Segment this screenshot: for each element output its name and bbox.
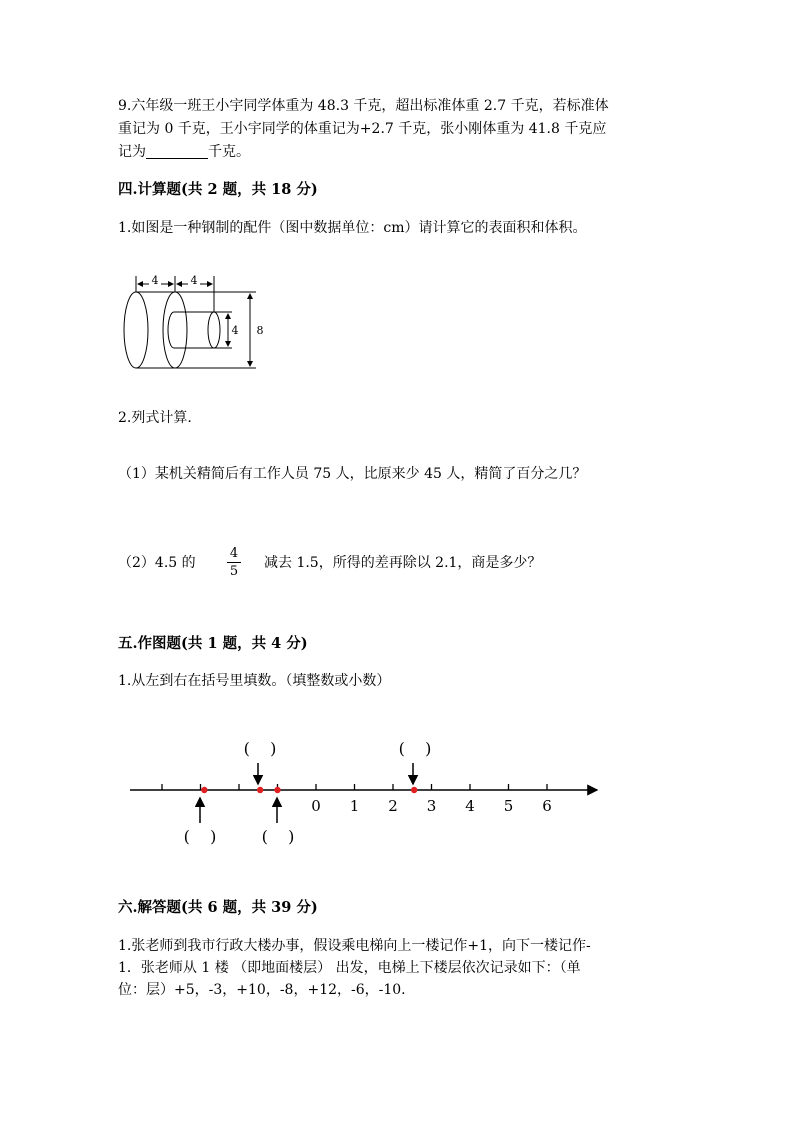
section5-q1: 1.从左到右在括号里填数。（填整数或小数）	[118, 673, 391, 689]
number-line-tick-labels	[311, 797, 552, 815]
marked-point	[257, 787, 263, 793]
tick-label: 0	[311, 797, 321, 815]
q9-line2: 重记为 0 千克，王小宇同学的体重记为+2.7 千克，张小刚体重为 41.8 千克应	[118, 121, 607, 137]
section6-q1-line3: 位：层）+5，-3，+10，-8，+12，-6，-10.	[118, 982, 406, 998]
tick-label: 3	[426, 797, 437, 815]
dim-label-small-length: 4	[190, 274, 198, 287]
dim-label-small-diameter: 4	[231, 324, 239, 337]
section5-heading: 五.作图题(共 1 题，共 4 分)	[118, 635, 308, 652]
section4-q2: 2.列式计算.	[118, 410, 192, 426]
small-cylinder-right-face	[208, 312, 220, 348]
section6-q1-line2: 1．张老师从 1 楼 （即地面楼层） 出发，电梯上下楼层依次记录如下：（单	[118, 960, 581, 976]
marked-point	[201, 787, 207, 793]
big-cylinder-right-face	[163, 292, 187, 368]
tick-label: 1	[349, 797, 360, 815]
answer-bracket-bottom-mid[interactable]: ( )	[261, 827, 295, 846]
q9-line3-pre: 记为	[118, 144, 146, 160]
tick-label: 6	[542, 797, 552, 815]
dim-label-big-diameter: 8	[256, 324, 264, 337]
tick-label: 4	[465, 797, 475, 815]
q9-line3-post: 千克。	[208, 144, 250, 160]
section4-q2-2-pre: （2）4.5 的	[118, 555, 196, 571]
q9-line3	[118, 142, 250, 162]
section4-q1: 1.如图是一种钢制的配件（图中数据单位：cm）请计算它的表面积和体积。	[118, 220, 587, 236]
answer-bracket-top-left[interactable]: ( )	[243, 739, 277, 758]
section4-heading: 四.计算题(共 2 题，共 18 分)	[118, 181, 318, 198]
fraction-denominator: 5	[229, 564, 239, 579]
fraction-numerator: 4	[229, 546, 239, 561]
answer-bracket-top-right[interactable]: ( )	[398, 739, 432, 758]
answer-bracket-bottom-left[interactable]: ( )	[183, 827, 217, 846]
section4-q2-1: （1）某机关精简后有工作人员 75 人，比原来少 45 人，精简了百分之几？	[118, 466, 587, 482]
q9-line1: 9.六年级一班王小宇同学体重为 48.3 千克，超出标准体重 2.7 千克，若标准体	[118, 98, 609, 114]
dim-label-big-length: 4	[151, 274, 159, 287]
number-line-ticks	[162, 784, 547, 790]
number-line	[125, 735, 605, 855]
section4-q2-2-post: 减去 1.5，所得的差再除以 2.1，商是多少？	[264, 555, 542, 571]
section6-heading: 六.解答题(共 6 题，共 39 分)	[118, 899, 318, 916]
section6-q1-line1: 1.张老师到我市行政大楼办事，假设乘电梯向上一楼记作+1，向下一楼记作-	[118, 938, 591, 954]
marked-point	[411, 787, 417, 793]
big-cylinder-left-end	[124, 292, 148, 368]
answer-blank[interactable]	[146, 144, 208, 159]
tick-label: 2	[388, 797, 398, 815]
fraction-bar	[227, 562, 241, 563]
marked-point	[274, 787, 280, 793]
tick-label: 5	[503, 797, 514, 815]
steel-part-figure	[120, 268, 270, 378]
fraction-four-fifths	[227, 546, 241, 579]
